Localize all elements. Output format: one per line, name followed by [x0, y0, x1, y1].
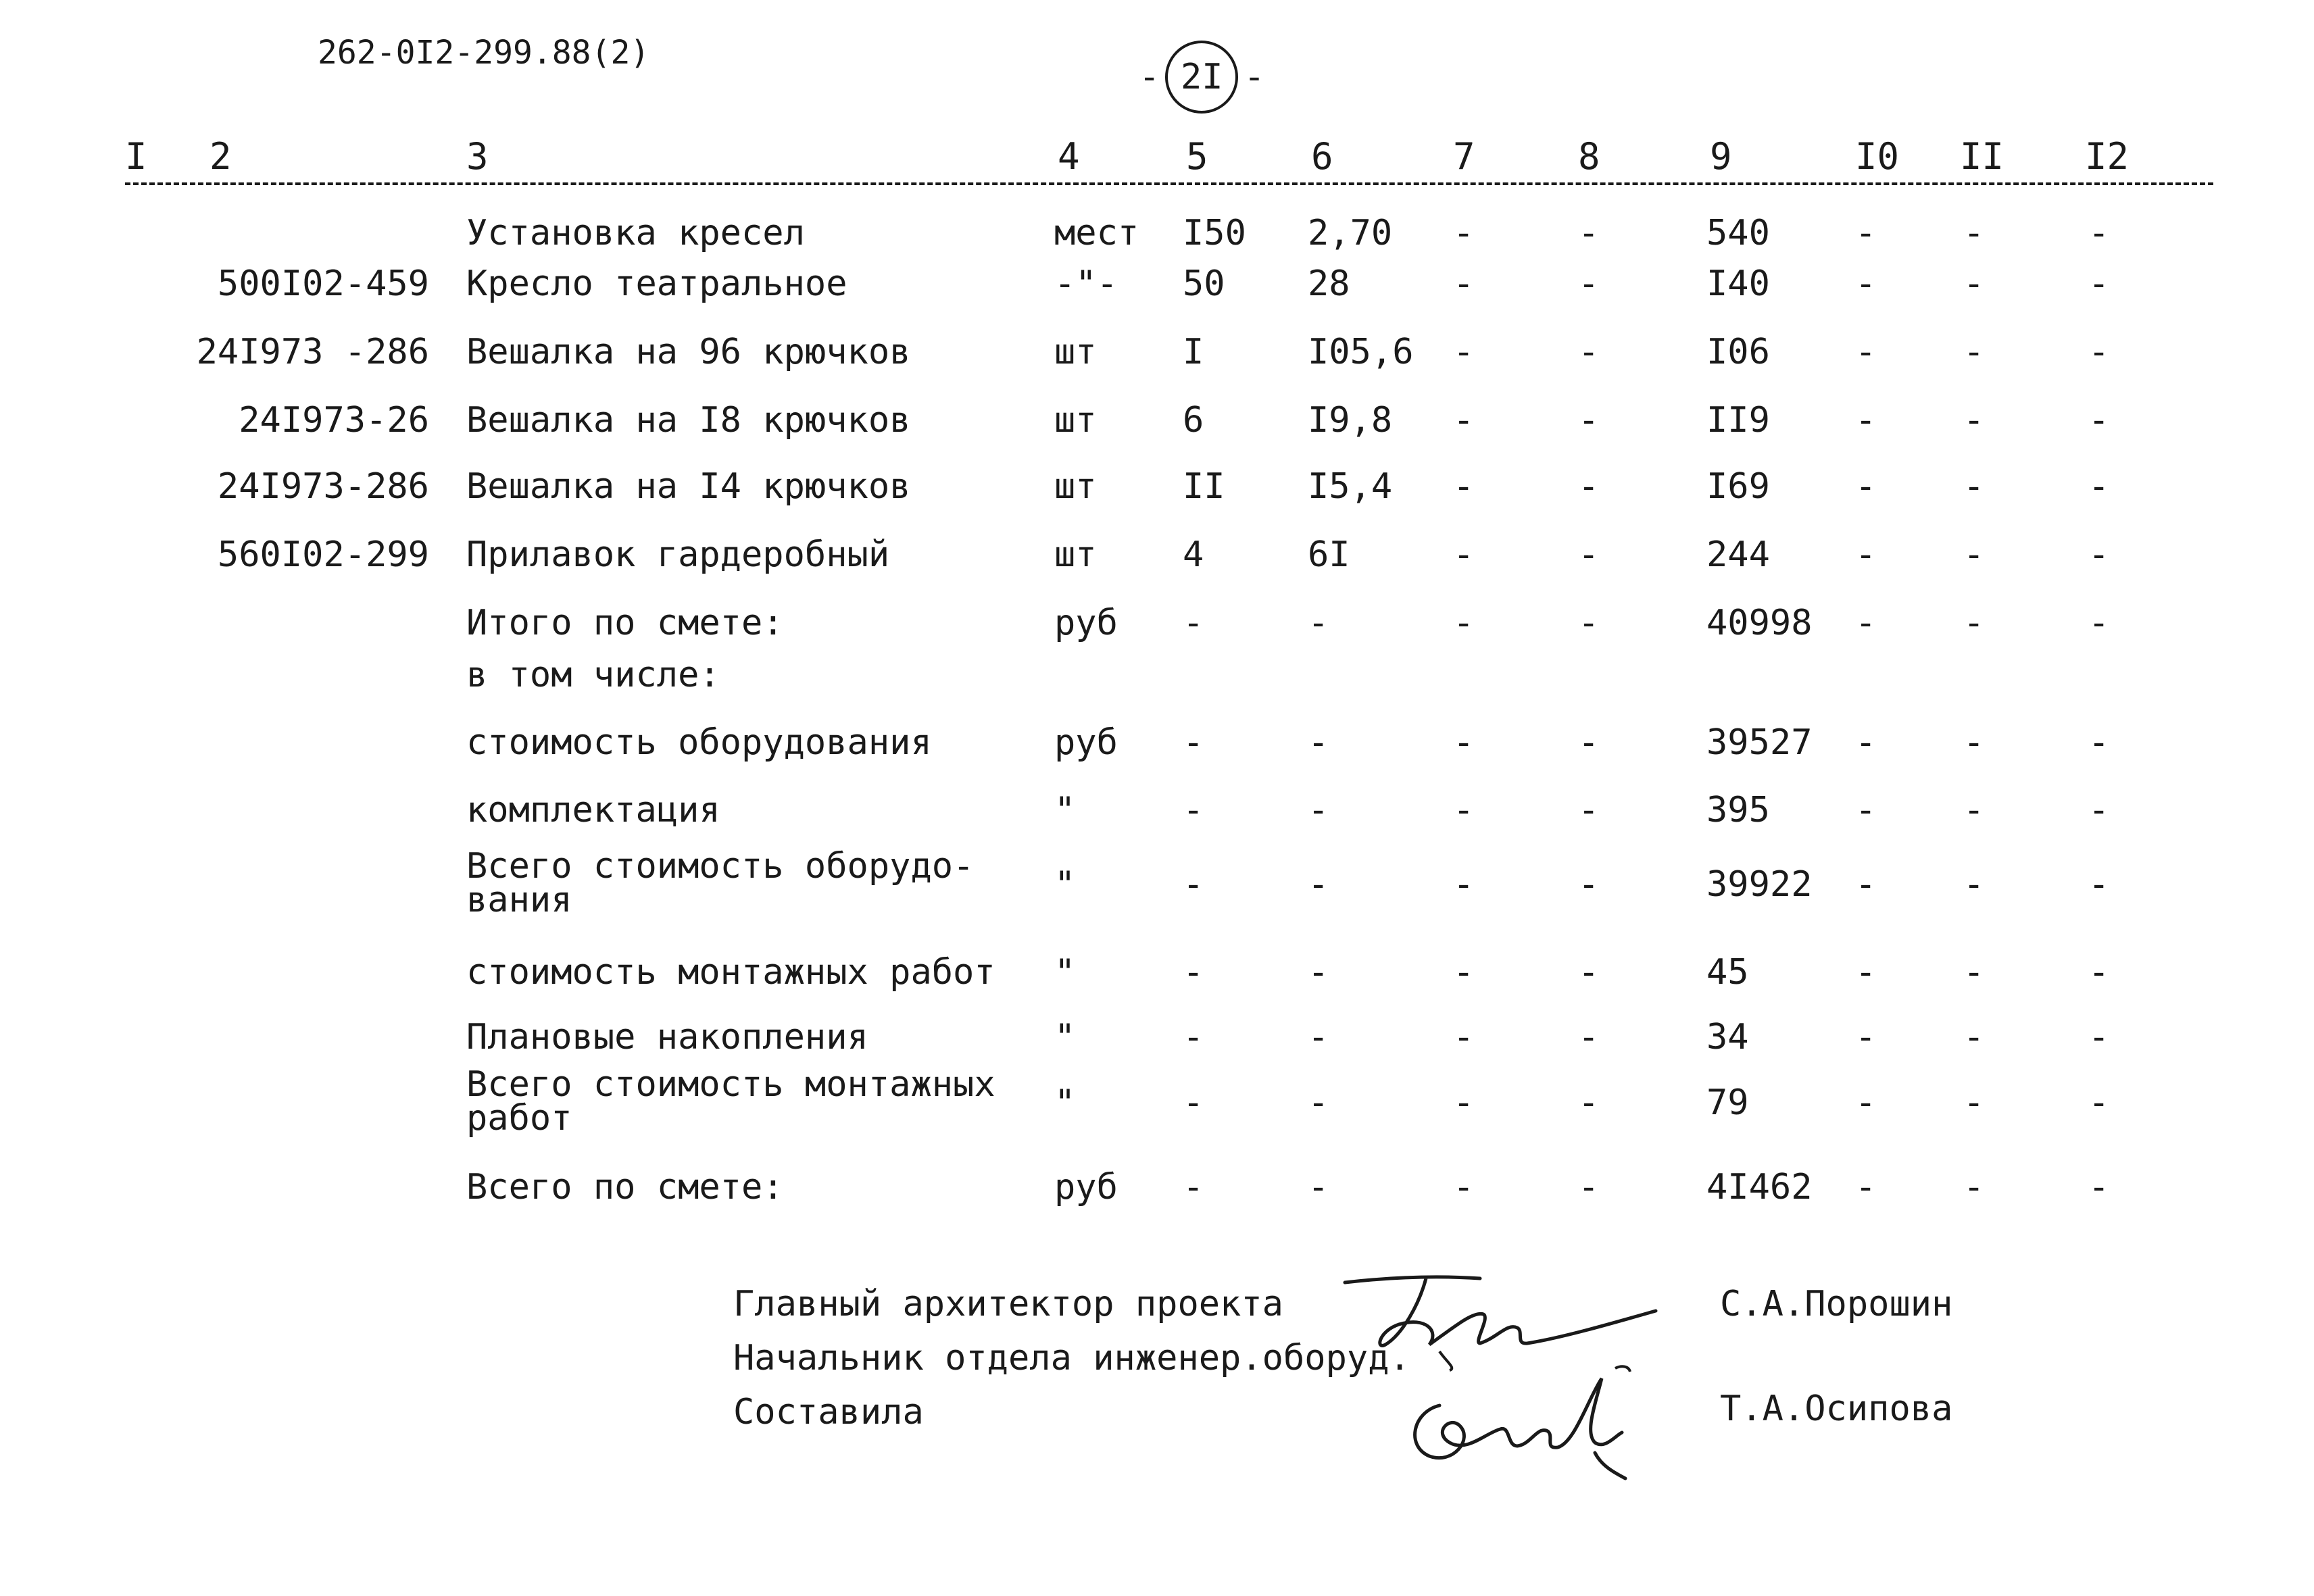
- cell-c8: -: [1578, 1017, 1600, 1057]
- cell-code: 500I02-459: [217, 264, 429, 304]
- cell-c11: -: [1963, 466, 1985, 507]
- cell-total: 395: [1706, 790, 1770, 830]
- column-header-9: 9: [1710, 135, 1732, 178]
- cell-c7: -: [1453, 534, 1475, 575]
- cell-total: 40998: [1706, 603, 1813, 643]
- cell-code: 24I973 -286: [196, 332, 429, 372]
- cell-qty: I: [1183, 332, 1204, 372]
- cell-name: Вешалка на 96 крючков: [466, 332, 911, 372]
- cell-c12: -: [2088, 400, 2110, 441]
- compiled-by-signature: [1392, 1358, 1649, 1487]
- compiled-by-title: Составила: [733, 1392, 924, 1432]
- cell-name: Установка кресел: [466, 213, 805, 253]
- page-number: [1139, 41, 1265, 114]
- cell-qty: II: [1183, 466, 1225, 507]
- cell-price: 28: [1308, 264, 1350, 304]
- cell-code: 24I973-26: [239, 400, 429, 441]
- cell-c11: -: [1963, 213, 1985, 253]
- cell-c11: -: [1963, 264, 1985, 304]
- column-header-4: 4: [1058, 135, 1080, 178]
- document-code: 262-0I2-299.88(2): [318, 34, 650, 72]
- cell-unit: ": [1054, 952, 1076, 993]
- cell-c11: -: [1963, 332, 1985, 372]
- cell-unit: шт: [1054, 466, 1097, 507]
- cell-c7: -: [1453, 1167, 1475, 1207]
- header-dashed-rule: [125, 182, 2213, 185]
- cell-c7: -: [1453, 722, 1475, 763]
- cell-total: I40: [1706, 264, 1770, 304]
- cell-price: -: [1308, 1167, 1329, 1207]
- cell-c12: -: [2088, 603, 2110, 643]
- cell-qty: -: [1183, 864, 1204, 905]
- cell-qty: -: [1183, 1017, 1204, 1057]
- cell-c8: -: [1578, 603, 1600, 643]
- cell-c7: -: [1453, 466, 1475, 507]
- column-header-8: 8: [1578, 135, 1600, 178]
- cell-unit: руб: [1054, 1167, 1118, 1207]
- cell-unit: шт: [1054, 534, 1097, 575]
- dept-head-title: Начальник отдела инженер.оборуд.: [733, 1338, 1410, 1378]
- cell-c10: -: [1855, 400, 1877, 441]
- cell-c10: -: [1855, 1082, 1877, 1123]
- cell-c12: -: [2088, 1017, 2110, 1057]
- cell-unit: ": [1054, 864, 1076, 905]
- cell-c7: -: [1453, 400, 1475, 441]
- column-header-11: II: [1960, 135, 2004, 178]
- cell-name: Всего по смете:: [466, 1167, 784, 1207]
- cell-total: I69: [1706, 466, 1770, 507]
- chief-architect-name: С.А.Порошин: [1720, 1284, 1953, 1324]
- cell-qty: -: [1183, 952, 1204, 993]
- cell-unit: -"-: [1054, 264, 1118, 304]
- cell-c11: -: [1963, 952, 1985, 993]
- cell-c11: -: [1963, 1017, 1985, 1057]
- compiled-by-name: Т.А.Осипова: [1720, 1389, 1953, 1429]
- cell-c8: -: [1578, 722, 1600, 763]
- cell-c7: -: [1453, 790, 1475, 830]
- cell-c10: -: [1855, 952, 1877, 993]
- cell-name: стоимость монтажных работ: [466, 952, 995, 993]
- cell-total: II9: [1706, 400, 1770, 441]
- cell-qty: 50: [1183, 264, 1225, 304]
- cell-c10: -: [1855, 534, 1877, 575]
- column-header-7: 7: [1453, 135, 1475, 178]
- cell-name: в том числе:: [466, 655, 720, 695]
- cell-c12: -: [2088, 1167, 2110, 1207]
- page-number-circle: 2I: [1165, 41, 1238, 114]
- cell-price: I05,6: [1308, 332, 1414, 372]
- cell-c11: -: [1963, 864, 1985, 905]
- cell-c11: -: [1963, 400, 1985, 441]
- cell-c11: -: [1963, 790, 1985, 830]
- cell-qty: 6: [1183, 400, 1204, 441]
- cell-name: Всего стоимость монтажных работ: [466, 1064, 995, 1139]
- cell-c8: -: [1578, 534, 1600, 575]
- cell-unit: ": [1054, 1082, 1076, 1123]
- cell-c12: -: [2088, 952, 2110, 993]
- cell-price: 6I: [1308, 534, 1350, 575]
- chief-architect-title: Главный архитектор проекта: [733, 1284, 1283, 1324]
- column-header-10: I0: [1855, 135, 1900, 178]
- cell-total: 39527: [1706, 722, 1813, 763]
- cell-price: -: [1308, 952, 1329, 993]
- column-header-6: 6: [1311, 135, 1333, 178]
- cell-price: I9,8: [1308, 400, 1393, 441]
- cell-c10: -: [1855, 864, 1877, 905]
- cell-name: Всего стоимость оборудо-вания: [466, 846, 975, 920]
- cell-unit: мест: [1054, 213, 1139, 253]
- cell-unit: ": [1054, 1017, 1076, 1057]
- cell-c12: -: [2088, 534, 2110, 575]
- cell-name: Итого по смете:: [466, 603, 784, 643]
- cell-c10: -: [1855, 790, 1877, 830]
- cell-c7: -: [1453, 864, 1475, 905]
- cell-total: 34: [1706, 1017, 1749, 1057]
- column-header-5: 5: [1186, 135, 1208, 178]
- cell-qty: 4: [1183, 534, 1204, 575]
- cell-c12: -: [2088, 790, 2110, 830]
- cell-c10: -: [1855, 1017, 1877, 1057]
- cell-name: Вешалка на I4 крючков: [466, 466, 911, 507]
- cell-c10: -: [1855, 213, 1877, 253]
- cell-code: 560I02-299: [217, 534, 429, 575]
- cell-c11: -: [1963, 534, 1985, 575]
- cell-unit: шт: [1054, 400, 1097, 441]
- cell-c8: -: [1578, 1082, 1600, 1123]
- cell-c12: -: [2088, 213, 2110, 253]
- cell-c11: -: [1963, 1082, 1985, 1123]
- cell-name: Кресло театральное: [466, 264, 847, 304]
- cell-c10: -: [1855, 466, 1877, 507]
- cell-c8: -: [1578, 466, 1600, 507]
- cell-c11: -: [1963, 1167, 1985, 1207]
- cell-c8: -: [1578, 864, 1600, 905]
- cell-c12: -: [2088, 264, 2110, 304]
- cell-c8: -: [1578, 790, 1600, 830]
- column-header-12: I2: [2085, 135, 2130, 178]
- cell-unit: шт: [1054, 332, 1097, 372]
- cell-price: -: [1308, 603, 1329, 643]
- cell-price: -: [1308, 1082, 1329, 1123]
- cell-qty: -: [1183, 603, 1204, 643]
- cell-c10: -: [1855, 1167, 1877, 1207]
- cell-price: 2,70: [1308, 213, 1393, 253]
- cell-qty: I50: [1183, 213, 1246, 253]
- cell-price: I5,4: [1308, 466, 1393, 507]
- cell-total: 244: [1706, 534, 1770, 575]
- page-number-dash-left: -: [1139, 57, 1160, 97]
- cell-c8: -: [1578, 952, 1600, 993]
- cell-c7: -: [1453, 952, 1475, 993]
- cell-unit: руб: [1054, 722, 1118, 763]
- cell-total: 4I462: [1706, 1167, 1813, 1207]
- cell-c10: -: [1855, 332, 1877, 372]
- cell-code: 24I973-286: [217, 466, 429, 507]
- cell-c12: -: [2088, 466, 2110, 507]
- cell-price: -: [1308, 790, 1329, 830]
- cell-total: I06: [1706, 332, 1770, 372]
- cell-price: -: [1308, 864, 1329, 905]
- cell-total: 540: [1706, 213, 1770, 253]
- cell-name: Вешалка на I8 крючков: [466, 400, 911, 441]
- cell-c7: -: [1453, 603, 1475, 643]
- page-number-dash-right: -: [1244, 57, 1265, 97]
- column-header-1: I: [125, 135, 147, 178]
- cell-c12: -: [2088, 722, 2110, 763]
- cell-c10: -: [1855, 722, 1877, 763]
- cell-c11: -: [1963, 722, 1985, 763]
- cell-c8: -: [1578, 1167, 1600, 1207]
- cell-c10: -: [1855, 603, 1877, 643]
- cell-c7: -: [1453, 213, 1475, 253]
- cell-qty: -: [1183, 722, 1204, 763]
- cell-total: 45: [1706, 952, 1749, 993]
- cell-name: стоимость оборудования: [466, 722, 932, 763]
- cell-c7: -: [1453, 332, 1475, 372]
- column-header-2: 2: [210, 135, 232, 178]
- cell-total: 79: [1706, 1082, 1749, 1123]
- cell-qty: -: [1183, 790, 1204, 830]
- cell-price: -: [1308, 1017, 1329, 1057]
- cell-name: Прилавок гардеробный: [466, 534, 890, 575]
- chief-architect-signature: [1338, 1264, 1663, 1372]
- cell-c10: -: [1855, 264, 1877, 304]
- cell-c8: -: [1578, 213, 1600, 253]
- cell-c8: -: [1578, 332, 1600, 372]
- cell-c11: -: [1963, 603, 1985, 643]
- cell-name: Плановые накопления: [466, 1017, 868, 1057]
- cell-qty: -: [1183, 1082, 1204, 1123]
- cell-c7: -: [1453, 1017, 1475, 1057]
- cell-c8: -: [1578, 264, 1600, 304]
- cell-unit: ": [1054, 790, 1076, 830]
- cell-c7: -: [1453, 1082, 1475, 1123]
- cell-unit: руб: [1054, 603, 1118, 643]
- cell-c8: -: [1578, 400, 1600, 441]
- cell-name: комплектация: [466, 790, 720, 830]
- cell-qty: -: [1183, 1167, 1204, 1207]
- cell-c12: -: [2088, 332, 2110, 372]
- cell-total: 39922: [1706, 864, 1813, 905]
- cell-c12: -: [2088, 1082, 2110, 1123]
- column-header-3: 3: [466, 135, 489, 178]
- cell-c12: -: [2088, 864, 2110, 905]
- cell-c7: -: [1453, 264, 1475, 304]
- cell-price: -: [1308, 722, 1329, 763]
